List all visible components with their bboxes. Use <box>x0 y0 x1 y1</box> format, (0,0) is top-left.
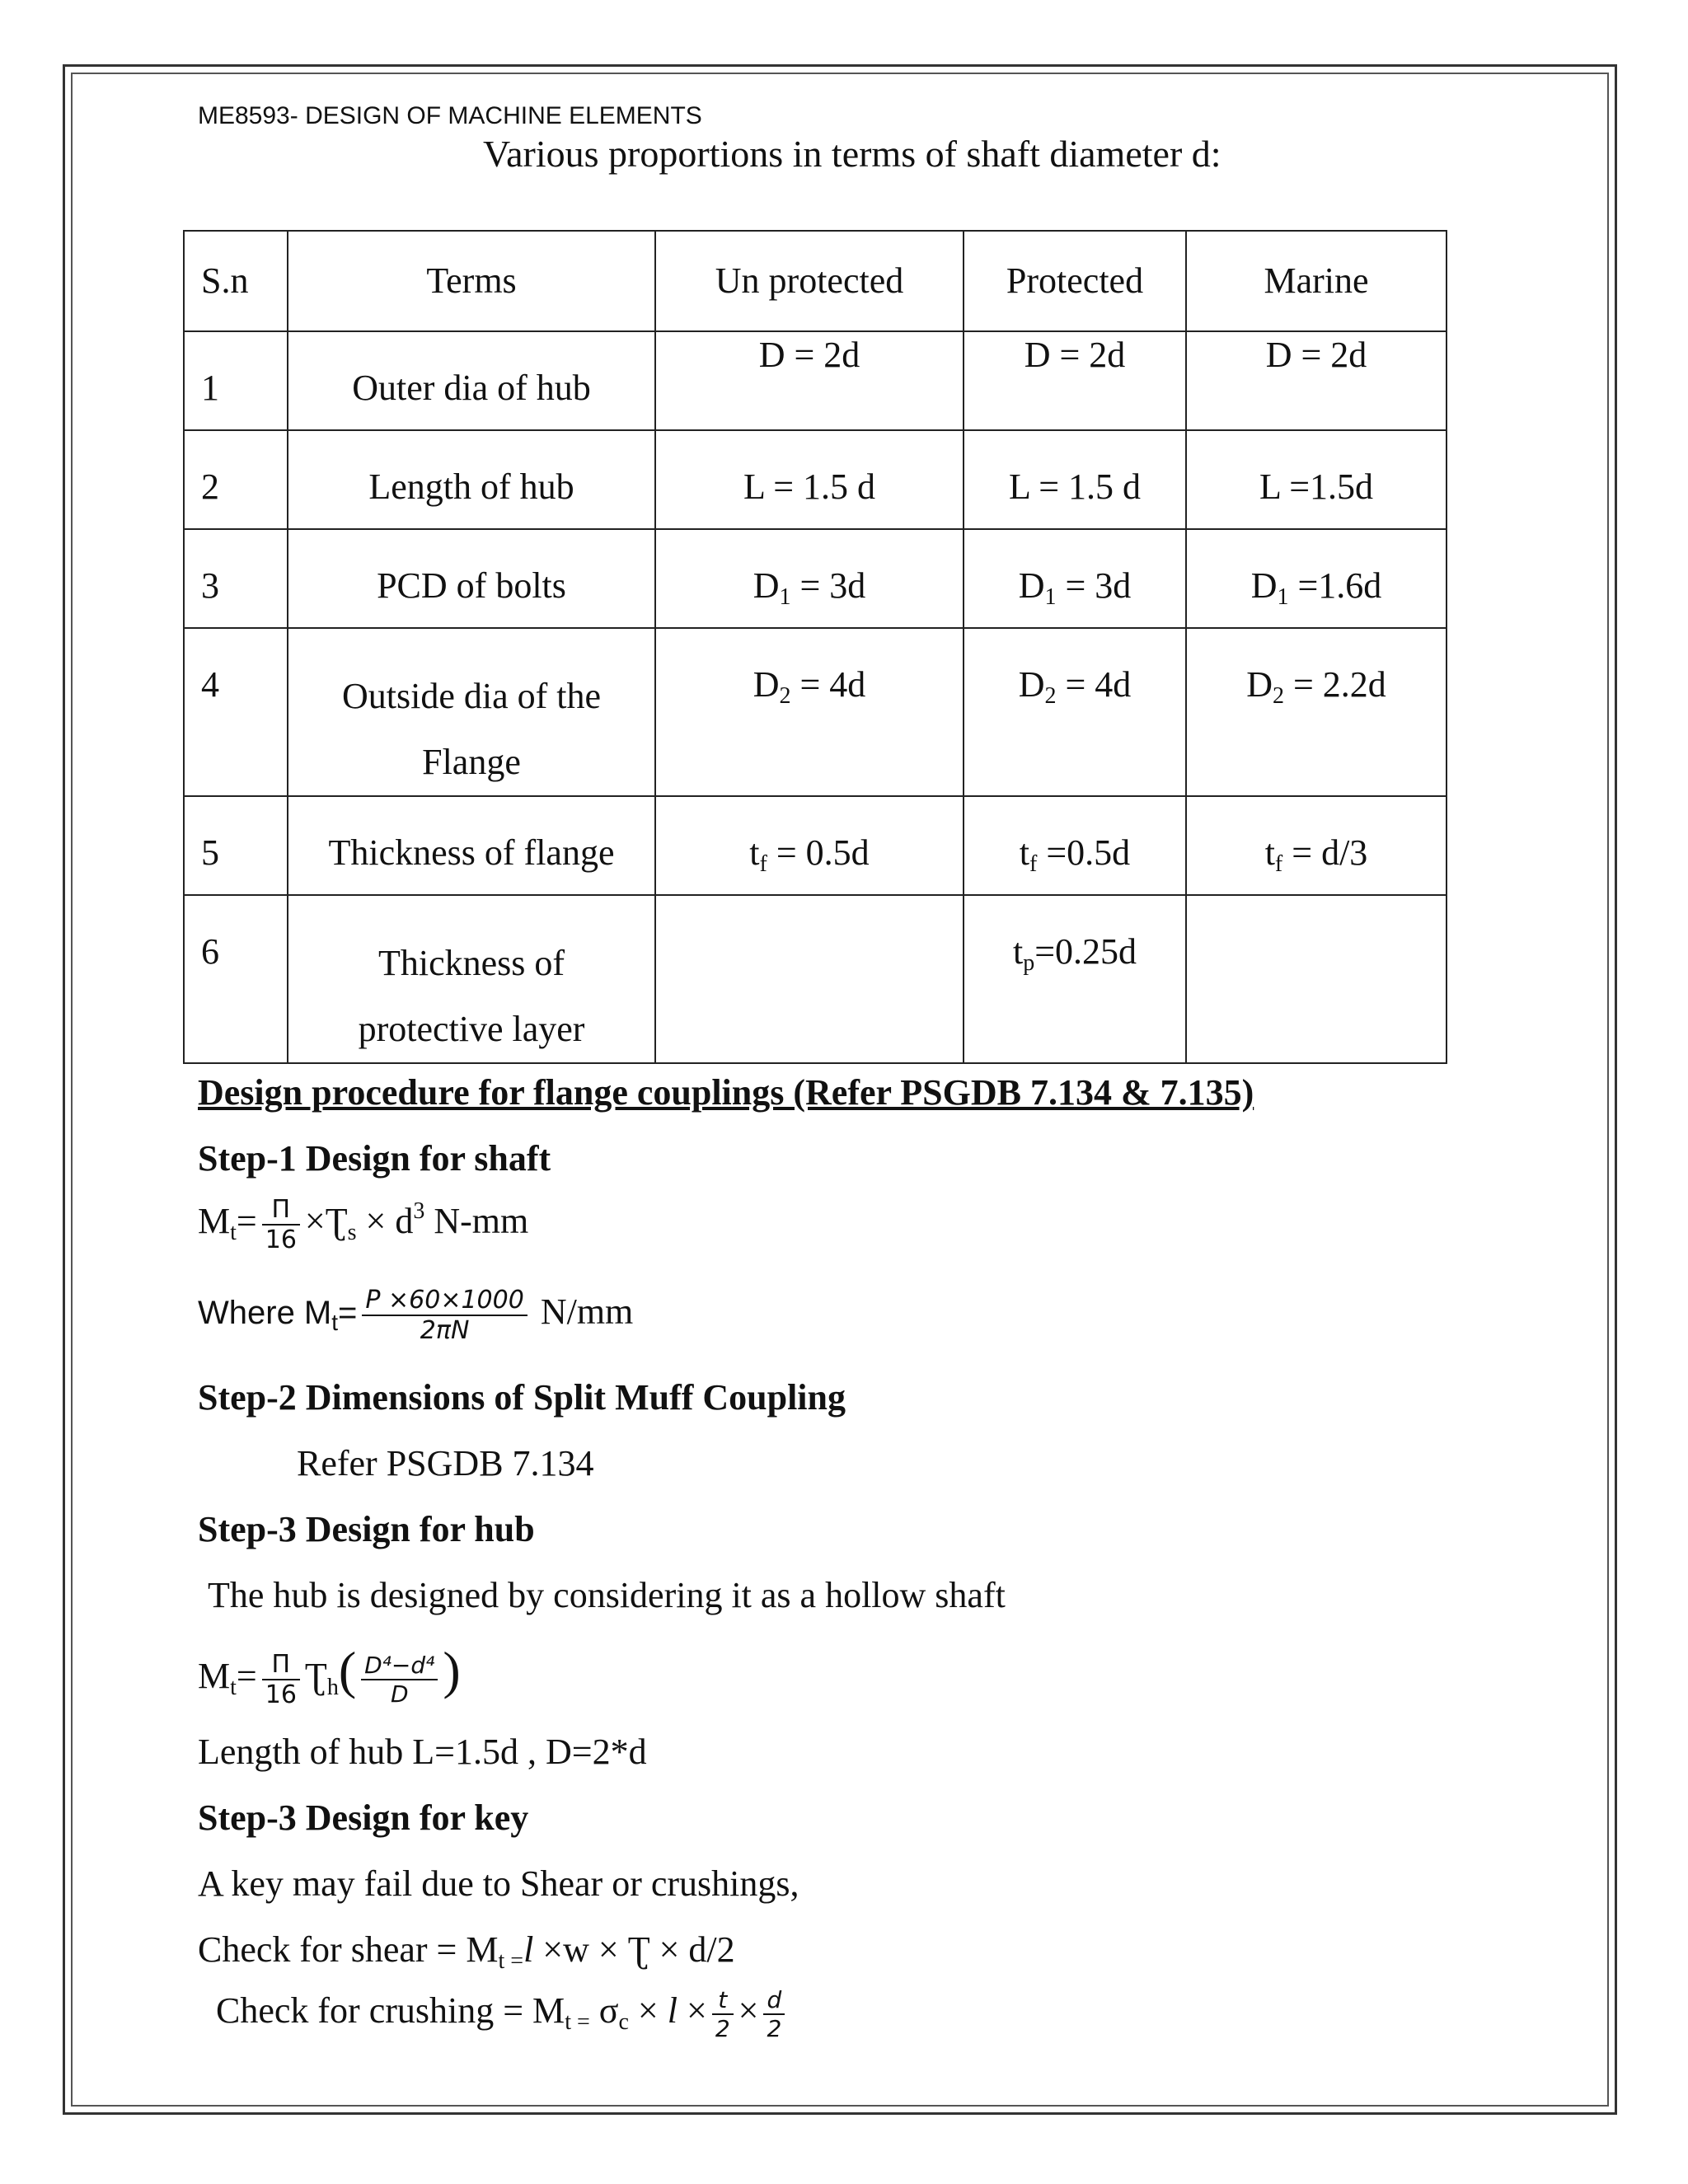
table-row <box>184 895 1447 1063</box>
row-number: 6 <box>201 931 219 972</box>
row-term: Thickness of protective layer <box>358 943 585 1049</box>
cell-unprotected: $D_1 = 3d$ <box>753 565 866 610</box>
step3-description: The hub is designed by considering it as a hollow shaft <box>208 1575 1006 1615</box>
shaft-torque-equation: $M_t=$ $\frac{\Pi}{16}$ $\times Ʈ_s \times d^3$ N-mm <box>198 1195 529 1254</box>
cell-protected: D = 2d <box>1024 335 1126 375</box>
row-number: 3 <box>201 565 219 606</box>
column-header: Un protected <box>655 231 964 331</box>
step2-title: Step-2 Dimensions of Split Muff Coupling <box>198 1377 846 1418</box>
table-row <box>184 796 1447 895</box>
table-header-row <box>184 231 1447 331</box>
step1-title: Step-1 Design for shaft <box>198 1138 551 1179</box>
table-row <box>184 628 1447 796</box>
course-header: ME8593- DESIGN OF MACHINE ELEMENTS <box>198 102 702 129</box>
shear-check-equation: Check for shear = $M_{t =}l \times w$ × Ʈ × d/2 <box>198 1929 735 1974</box>
step4-title: Step-3 Design for key <box>198 1797 529 1838</box>
column-header: S.n <box>184 231 288 331</box>
power-torque-equation: Where $M_t=$ $\frac{P \times 60\times 1000}{2\pi N}$ N/mm <box>198 1286 634 1345</box>
row-term: Length of hub <box>368 466 574 507</box>
cell-unprotected: $t_f = 0.5d$ <box>749 832 870 877</box>
proportions-table <box>183 230 1447 1064</box>
cell-marine: $D_1 =1.6d$ <box>1250 565 1382 610</box>
key-failure-note: A key may fail due to Shear or crushings, <box>198 1863 799 1904</box>
step2-reference: Refer PSGDB 7.134 <box>297 1443 594 1483</box>
row-term: Outside dia of the Flange <box>341 676 602 782</box>
cell-marine: D = 2d <box>1265 335 1367 375</box>
table-row <box>184 529 1447 628</box>
column-header: Marine <box>1186 231 1447 331</box>
cell-protected: $D_1 = 3d$ <box>1018 565 1132 610</box>
cell-protected: $D_2 = 4d$ <box>1018 664 1132 709</box>
crushing-check-equation: Check for crushing = $M_{t =}$ $\sigma_c \times l$ × $\frac{t}{2}$ × $\frac{d}{2}$ <box>216 1986 790 2042</box>
cell-protected: $t_p=0.25d$ <box>1012 931 1137 976</box>
row-term: PCD of bolts <box>377 565 566 606</box>
row-term: Outer dia of hub <box>352 368 591 408</box>
cell-unprotected: $D_2 = 4d$ <box>753 664 866 709</box>
cell-unprotected: L = 1.5 d <box>743 466 876 507</box>
cell-unprotected: D = 2d <box>758 335 860 375</box>
hub-dimensions: Length of hub L=1.5d , D=2*d <box>198 1732 647 1772</box>
row-number: 2 <box>201 466 219 507</box>
page-title: Various proportions in terms of shaft diameter d: <box>483 133 1221 175</box>
procedure-heading: Design procedure for flange couplings (Refer PSGDB 7.134 & 7.135) <box>198 1072 1254 1113</box>
row-number: 1 <box>201 368 219 408</box>
column-header: Protected <box>964 231 1186 331</box>
row-number: 4 <box>201 664 219 705</box>
hub-torque-equation: $M_t=$ $\frac{\Pi}{16}$ $Ʈ_h$( $\frac{\text{D⁴−d⁴}}{D}$ ) <box>198 1641 461 1709</box>
table-row <box>184 430 1447 529</box>
cell-protected: $t_f =0.5d$ <box>1019 832 1131 877</box>
row-term: Thickness of flange <box>328 832 615 873</box>
cell-marine: $D_2 = 2.2d$ <box>1246 664 1386 709</box>
cell-marine: $t_f = d/3$ <box>1264 832 1368 877</box>
step3-title: Step-3 Design for hub <box>198 1509 535 1549</box>
cell-protected: L = 1.5 d <box>1008 466 1142 507</box>
row-number: 5 <box>201 832 219 873</box>
column-header: Terms <box>288 231 655 331</box>
cell-marine: L =1.5d <box>1259 466 1374 507</box>
table-row <box>184 331 1447 430</box>
